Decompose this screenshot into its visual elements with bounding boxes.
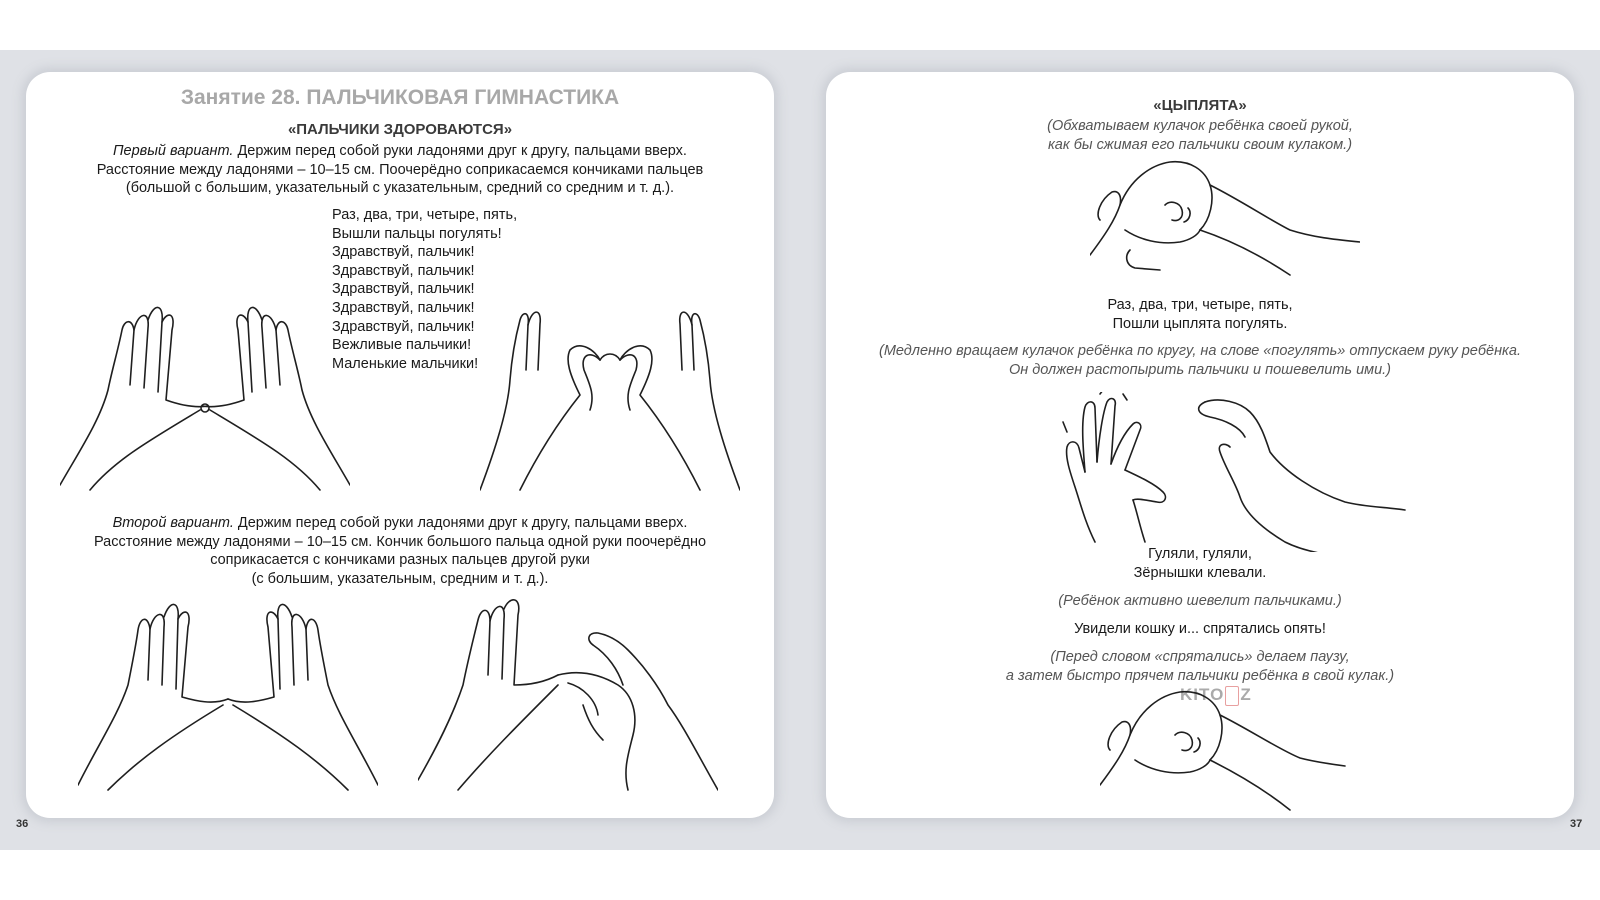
poem-line: Здравствуй, пальчик! [332, 281, 475, 298]
exercise-title-right: «ЦЫПЛЯТА» [1153, 97, 1247, 114]
variant1-line-3: (большой с большим, указательный с указательным, средний со средним и т. д.). [125, 180, 675, 196]
poem-line: Маленькие мальчики! [332, 355, 479, 372]
note2-line-2: Он должен растопырить пальчики и пошевелить ими.) [1008, 361, 1391, 378]
hand-hiding-fingers-illustration [1100, 690, 1350, 815]
poem-line: Здравствуй, пальчик! [332, 262, 475, 279]
variant2-line-4: (с большим, указательным, средним и т. д.). [251, 570, 549, 587]
verse2-line-2: Зёрнышки клевали. [1133, 564, 1267, 581]
variant2-label: Второй вариант. [112, 515, 234, 531]
hands-thumb-to-finger-illustration [418, 595, 718, 795]
hand-wrapping-fist-illustration [1090, 160, 1360, 285]
note4-line-2: а затем быстро прячем пальчики ребёнка в свой кулак.) [1005, 667, 1395, 684]
hands-thumbs-touch-illustration [78, 595, 378, 795]
note4-line-1: (Перед словом «спрятались» делаем паузу, [1050, 649, 1350, 665]
poem-line: Здравствуй, пальчик! [332, 299, 475, 316]
lesson-title: Занятие 28. ПАЛЬЧИКОВАЯ ГИМНАСТИКА [180, 86, 620, 109]
variant1-line-2: Расстояние между ладонями – 10–15 см. Поочерёдно соприкасаемся кончиками пальцев [96, 161, 704, 178]
page-number-left: 36 [16, 818, 29, 830]
variant1-line-1: Первый вариант. Держим перед собой руки ладонями друг к другу, пальцами вверх. [113, 143, 687, 159]
poem-line: Вышли пальцы погулять! [332, 225, 502, 242]
intro-note-line-1: (Обхватываем кулачок ребёнка своей рукой, [1047, 118, 1353, 134]
variant2-line-3: соприкасается с кончиками разных пальцев другой руки [210, 552, 590, 568]
page-number-right: 37 [1570, 818, 1583, 830]
poem-line: Раз, два, три, четыре, пять, [332, 207, 518, 223]
variant1-description [26, 142, 774, 198]
note4 [826, 648, 1574, 685]
verse3: Увидели кошку и... спрятались опять! [1074, 621, 1326, 637]
verse1-line-1: Раз, два, три, четыре, пять, [1107, 297, 1293, 313]
intro-note-line-2: как бы сжимая его пальчики своим кулаком.) [1047, 136, 1353, 153]
variant2-line-2: Расстояние между ладонями – 10–15 см. Кончик большого пальца одной руки поочерёдно [93, 533, 707, 550]
poem-line: Здравствуй, пальчик! [332, 244, 475, 261]
hands-fingertips-touch-illustration [60, 300, 350, 500]
poem-line: Вежливые пальчики! [332, 337, 472, 354]
variant2-description [26, 514, 774, 588]
child-spread-fingers-illustration [1045, 392, 1415, 552]
intro-note [826, 117, 1574, 154]
variant1-label: Первый вариант. [113, 143, 234, 159]
verse2-line-1: Гуляли, гуляли, [1148, 546, 1252, 562]
note2 [826, 342, 1574, 379]
note2-line-1: (Медленно вращаем кулачок ребёнка по кругу, на слове «погулять» отпускаем руку ребёнка. [878, 343, 1521, 359]
watermark: KITO Z [1180, 685, 1252, 704]
hands-fingers-folded-illustration [480, 300, 740, 500]
note3: (Ребёнок активно шевелит пальчиками.) [1058, 593, 1342, 609]
exercise-title-left: «ПАЛЬЧИКИ ЗДОРОВАЮТСЯ» [287, 121, 513, 138]
poem-line: Здравствуй, пальчик! [332, 318, 475, 335]
verse2 [826, 545, 1574, 582]
verse1 [826, 296, 1574, 333]
verse1-line-2: Пошли цыплята погулять. [1112, 315, 1288, 332]
variant2-line-1: Второй вариант. Держим перед собой руки ладонями друг к другу, пальцами вверх. [112, 515, 688, 531]
